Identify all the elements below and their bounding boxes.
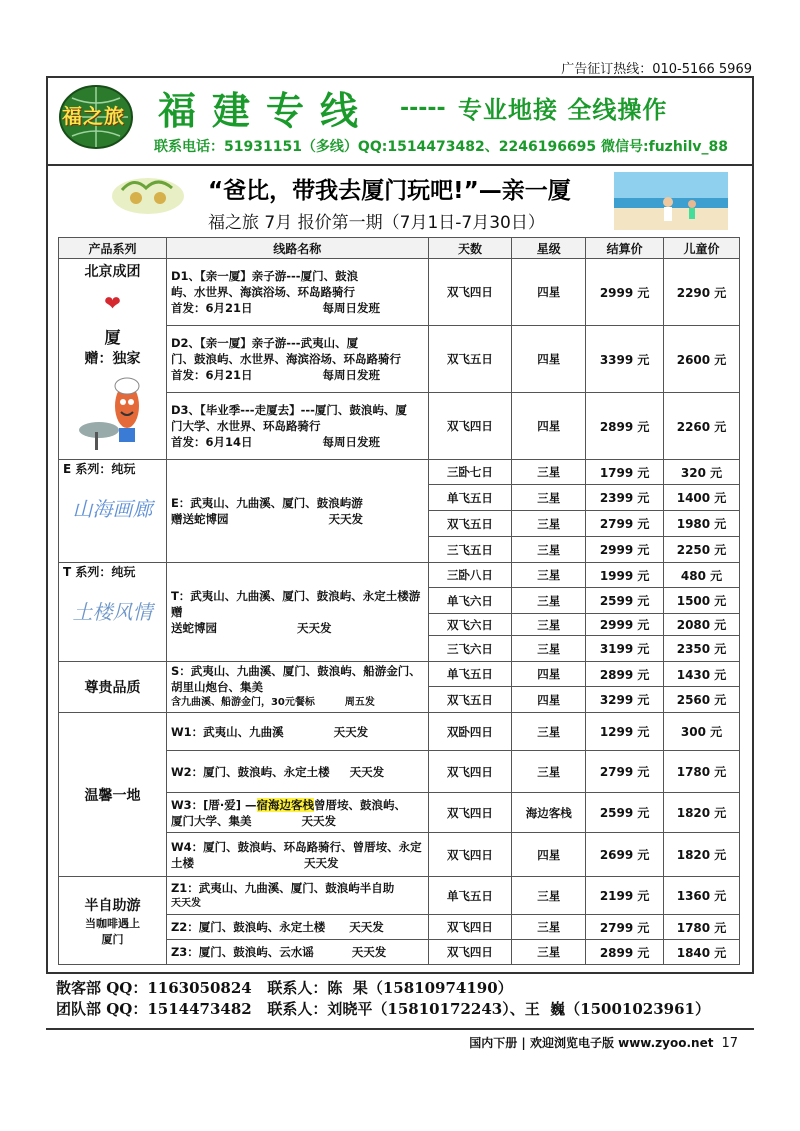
series-w — [59, 713, 167, 877]
star-cell: 海边客栈 — [512, 793, 586, 833]
days-cell: 双飞四日 — [428, 940, 512, 965]
col-header: 产品系列 — [59, 238, 167, 259]
frequency: 每周日发班 — [322, 435, 380, 449]
col-header: 线路名称 — [166, 238, 428, 259]
child-price-cell: 1780 元 — [664, 915, 740, 940]
days-cell: 双飞四日 — [428, 393, 512, 460]
header — [48, 78, 752, 166]
days-cell: 单飞五日 — [428, 877, 512, 915]
star-cell: 三星 — [512, 614, 586, 636]
price-cell: 2399 元 — [586, 485, 664, 511]
child-price-cell: 2290 元 — [664, 259, 740, 326]
child-price-cell: 1820 元 — [664, 833, 740, 877]
title-dashes: ----- — [400, 96, 446, 121]
days-cell: 三飞六日 — [428, 636, 512, 662]
star-cell: 四星 — [512, 259, 586, 326]
frequency: 天天发 — [349, 764, 385, 779]
days-cell: 三飞五日 — [428, 537, 512, 563]
group-contact: 团队部 QQ：1514473482 联系人：刘晓平（15810172243）、王 巍（15001023961） — [56, 1000, 710, 1018]
price-cell: 2199 元 — [586, 877, 664, 915]
route-cell — [166, 460, 428, 563]
route-cell — [166, 877, 428, 915]
route-cell — [166, 259, 428, 326]
days-cell: 双飞四日 — [428, 751, 512, 793]
route-line: 门大学、水世界、环岛路骑行 — [170, 419, 321, 433]
ad-hotline: 广告征订热线：010-5166 5969 — [561, 62, 752, 77]
days-cell: 双飞四日 — [428, 793, 512, 833]
route-line — [171, 434, 424, 450]
series-s — [59, 662, 167, 713]
route-line — [171, 620, 424, 636]
route-line: W1：武夷山、九曲溪 — [170, 724, 284, 739]
price-cell: 2799 元 — [586, 511, 664, 537]
star-cell: 三星 — [512, 915, 586, 940]
frequency: 周五发 — [344, 697, 375, 708]
beach-photo — [614, 172, 728, 230]
price-cell: 2599 元 — [586, 793, 664, 833]
price-cell: 3399 元 — [586, 326, 664, 393]
table-header-row — [59, 238, 740, 259]
star-cell: 三星 — [512, 713, 586, 751]
route-cell — [166, 793, 428, 833]
retail-contact: 散客部 QQ：1163050824 联系人：陈 果（15810974190） — [56, 979, 513, 997]
heart-icon: ❤ — [104, 291, 121, 315]
price-cell: 2699 元 — [586, 833, 664, 877]
subtitle: 专业地接 全线操作 — [458, 96, 668, 124]
series-art-text: 山海画廊 — [72, 497, 153, 521]
route-line: D3、【毕业季---走厦去】---厦门、鼓浪屿、厦 — [170, 403, 407, 417]
route-cell — [166, 833, 428, 877]
col-header: 儿童价 — [664, 238, 740, 259]
route-line: W2：厦门、鼓浪屿、永定土楼 — [170, 764, 330, 779]
price-cell: 3199 元 — [586, 636, 664, 662]
route-cell — [166, 393, 428, 460]
star-cell: 三星 — [512, 940, 586, 965]
main-title: 福建专线 — [158, 89, 375, 133]
series-note: 厦门 — [101, 932, 124, 946]
series-title: 尊贵品质 — [84, 680, 141, 696]
contact-line: 联系电话：51931151（多线）QQ:1514473482、2246196695 微信号:fuzhilv_88 — [154, 139, 729, 155]
star-cell: 四星 — [512, 687, 586, 713]
route-line: E：武夷山、九曲溪、厦门、鼓浪屿游 — [170, 496, 363, 510]
gift-label: 赠：独家 — [84, 351, 141, 367]
frequency: 每周日发班 — [322, 301, 380, 315]
route-stops: 土楼 — [170, 855, 194, 870]
table-row — [59, 662, 740, 687]
route-gift: 送蛇博园 — [170, 621, 217, 635]
route-cell — [166, 915, 428, 940]
route-theme: W3：[厝·爱] — — [170, 797, 257, 812]
frequency: 天天发 — [349, 920, 384, 934]
first-departure: 首发：6月14日 — [170, 435, 253, 449]
days-cell: 双飞六日 — [428, 614, 512, 636]
promo-banner — [48, 168, 752, 238]
days-cell: 双飞五日 — [428, 687, 512, 713]
child-price-cell: 2600 元 — [664, 326, 740, 393]
price-cell: 1299 元 — [586, 713, 664, 751]
frequency: 每周日发班 — [322, 368, 380, 382]
child-price-cell: 1360 元 — [664, 877, 740, 915]
first-departure: 首发：6月21日 — [170, 301, 253, 315]
table-row — [59, 563, 740, 588]
frequency: 天天发 — [333, 724, 369, 739]
days-cell: 双飞四日 — [428, 259, 512, 326]
price-cell: 3299 元 — [586, 687, 664, 713]
route-cell — [166, 563, 428, 662]
route-stops: 曾厝垵、鼓浪屿、 — [314, 797, 407, 812]
star-cell: 三星 — [512, 460, 586, 485]
child-price-cell: 1820 元 — [664, 793, 740, 833]
table-row — [59, 877, 740, 915]
frequency: 天天发 — [170, 897, 201, 909]
star-cell: 三星 — [512, 588, 586, 614]
logo-text: 福之旅 — [62, 104, 125, 128]
route-cell — [166, 662, 428, 713]
route-note: 含九曲溪、船游金门，30元餐标 — [170, 697, 315, 708]
xia-label: 厦 — [104, 328, 121, 347]
col-header: 天数 — [428, 238, 512, 259]
route-cell — [166, 751, 428, 793]
price-cell: 2599 元 — [586, 588, 664, 614]
price-cell: 2999 元 — [586, 259, 664, 326]
route-line: W4：厦门、鼓浪屿、环岛路骑行、曾厝垵、永定 — [170, 839, 422, 854]
route-line — [171, 797, 424, 813]
star-cell: 三星 — [512, 563, 586, 588]
footer-contacts — [56, 978, 710, 1020]
days-cell: 单飞六日 — [428, 588, 512, 614]
series-title: 温馨一地 — [84, 787, 141, 804]
route-line — [171, 695, 424, 711]
route-cell — [166, 326, 428, 393]
series-title: 半自助游 — [84, 897, 141, 914]
child-price-cell: 2350 元 — [664, 636, 740, 662]
route-line — [171, 855, 424, 871]
frequency: 天天发 — [351, 945, 387, 959]
col-header: 结算价 — [586, 238, 664, 259]
price-cell: 2999 元 — [586, 614, 664, 636]
route-line: T：武夷山、九曲溪、厦门、鼓浪屿、永定土楼游 赠 — [170, 589, 421, 619]
days-cell: 双飞四日 — [428, 833, 512, 877]
price-cell: 2899 元 — [586, 393, 664, 460]
promo-logo — [108, 170, 188, 218]
price-cell: 2799 元 — [586, 915, 664, 940]
series-title: T 系列：纯玩 — [63, 565, 136, 579]
days-cell: 双卧四日 — [428, 713, 512, 751]
route-line: D1、【亲一厦】亲子游---厦门、鼓浪 — [170, 269, 359, 283]
series-z — [59, 877, 167, 965]
series-e — [59, 460, 167, 563]
table-row — [59, 259, 740, 326]
route-line: 门、鼓浪屿、水世界、海滨浴场、环岛路骑行 — [170, 352, 401, 366]
route-cell — [166, 940, 428, 965]
page-footer — [469, 1034, 738, 1051]
child-price-cell: 1780 元 — [664, 751, 740, 793]
route-line: S：武夷山、九曲溪、厦门、鼓浪屿、船游金门、 — [170, 664, 421, 678]
price-cell: 2999 元 — [586, 537, 664, 563]
route-line — [171, 367, 424, 383]
price-cell: 2899 元 — [586, 940, 664, 965]
star-cell: 三星 — [512, 485, 586, 511]
child-price-cell: 2560 元 — [664, 687, 740, 713]
series-note: 当咖啡遇上 — [84, 916, 140, 930]
slogan: “爸比，带我去厦门玩吧!”—亲一厦 — [208, 178, 571, 204]
child-price-cell: 480 元 — [664, 563, 740, 588]
route-line: 胡里山炮台、集美 — [170, 680, 263, 694]
star-cell: 三星 — [512, 511, 586, 537]
days-cell: 双飞四日 — [428, 915, 512, 940]
child-price-cell: 1500 元 — [664, 588, 740, 614]
route-line — [171, 300, 424, 316]
child-price-cell: 1980 元 — [664, 511, 740, 537]
page-footer-text: 国内下册 | 欢迎浏览电子版 www.zyoo.net — [469, 1036, 714, 1050]
days-cell: 单飞五日 — [428, 485, 512, 511]
table-row — [59, 460, 740, 485]
days-cell: 三卧八日 — [428, 563, 512, 588]
route-cell — [166, 713, 428, 751]
series-beijing — [59, 259, 167, 460]
route-line: Z1：武夷山、九曲溪、厦门、鼓浪屿半自助 — [170, 880, 395, 895]
series-title: 北京成团 — [84, 264, 141, 280]
star-cell: 三星 — [512, 537, 586, 563]
chef-illustration — [69, 372, 155, 452]
star-cell: 三星 — [512, 636, 586, 662]
route-line: Z2：厦门、鼓浪屿、永定土楼 — [170, 920, 326, 934]
route-gift: 赠送蛇博园 — [170, 512, 229, 526]
days-cell: 三卧七日 — [428, 460, 512, 485]
series-art-text: 土楼风情 — [72, 600, 153, 624]
price-cell: 2799 元 — [586, 751, 664, 793]
star-cell: 四星 — [512, 393, 586, 460]
star-cell: 四星 — [512, 326, 586, 393]
table-row — [59, 713, 740, 751]
col-header: 星级 — [512, 238, 586, 259]
child-price-cell: 300 元 — [664, 713, 740, 751]
child-price-cell: 2080 元 — [664, 614, 740, 636]
price-cell: 1799 元 — [586, 460, 664, 485]
child-price-cell: 320 元 — [664, 460, 740, 485]
footer-divider — [46, 1028, 754, 1030]
frequency: 天天发 — [328, 512, 363, 526]
star-cell: 四星 — [512, 662, 586, 687]
days-cell: 单飞五日 — [428, 662, 512, 687]
route-line — [171, 813, 424, 829]
frequency: 天天发 — [303, 855, 339, 870]
child-price-cell: 1840 元 — [664, 940, 740, 965]
star-cell: 四星 — [512, 833, 586, 877]
series-t — [59, 563, 167, 662]
price-cell: 1999 元 — [586, 563, 664, 588]
price-period: 福之旅 7月 报价第一期（7月1日-7月30日） — [208, 213, 545, 233]
child-price-cell: 1400 元 — [664, 485, 740, 511]
frequency: 天天发 — [296, 621, 332, 635]
page-number: 17 — [721, 1036, 738, 1051]
route-line: 屿、水世界、海滨浴场、环岛路骑行 — [170, 285, 355, 299]
star-cell: 三星 — [512, 751, 586, 793]
route-line — [171, 511, 424, 527]
route-line: D2、【亲一厦】亲子游---武夷山、厦 — [170, 336, 359, 350]
days-cell: 双飞五日 — [428, 326, 512, 393]
route-table — [58, 237, 740, 965]
star-cell: 三星 — [512, 877, 586, 915]
days-cell: 双飞五日 — [428, 511, 512, 537]
route-line: Z3：厦门、鼓浪屿、云水谣 — [170, 945, 314, 959]
series-title: E 系列：纯玩 — [63, 462, 136, 476]
child-price-cell: 2260 元 — [664, 393, 740, 460]
highlight-inn: 宿海边客栈 — [256, 797, 315, 812]
child-price-cell: 1430 元 — [664, 662, 740, 687]
frequency: 天天发 — [301, 813, 336, 828]
route-stops: 厦门大学、集美 — [170, 813, 252, 828]
first-departure: 首发：6月21日 — [170, 368, 253, 382]
child-price-cell: 2250 元 — [664, 537, 740, 563]
price-cell: 2899 元 — [586, 662, 664, 687]
